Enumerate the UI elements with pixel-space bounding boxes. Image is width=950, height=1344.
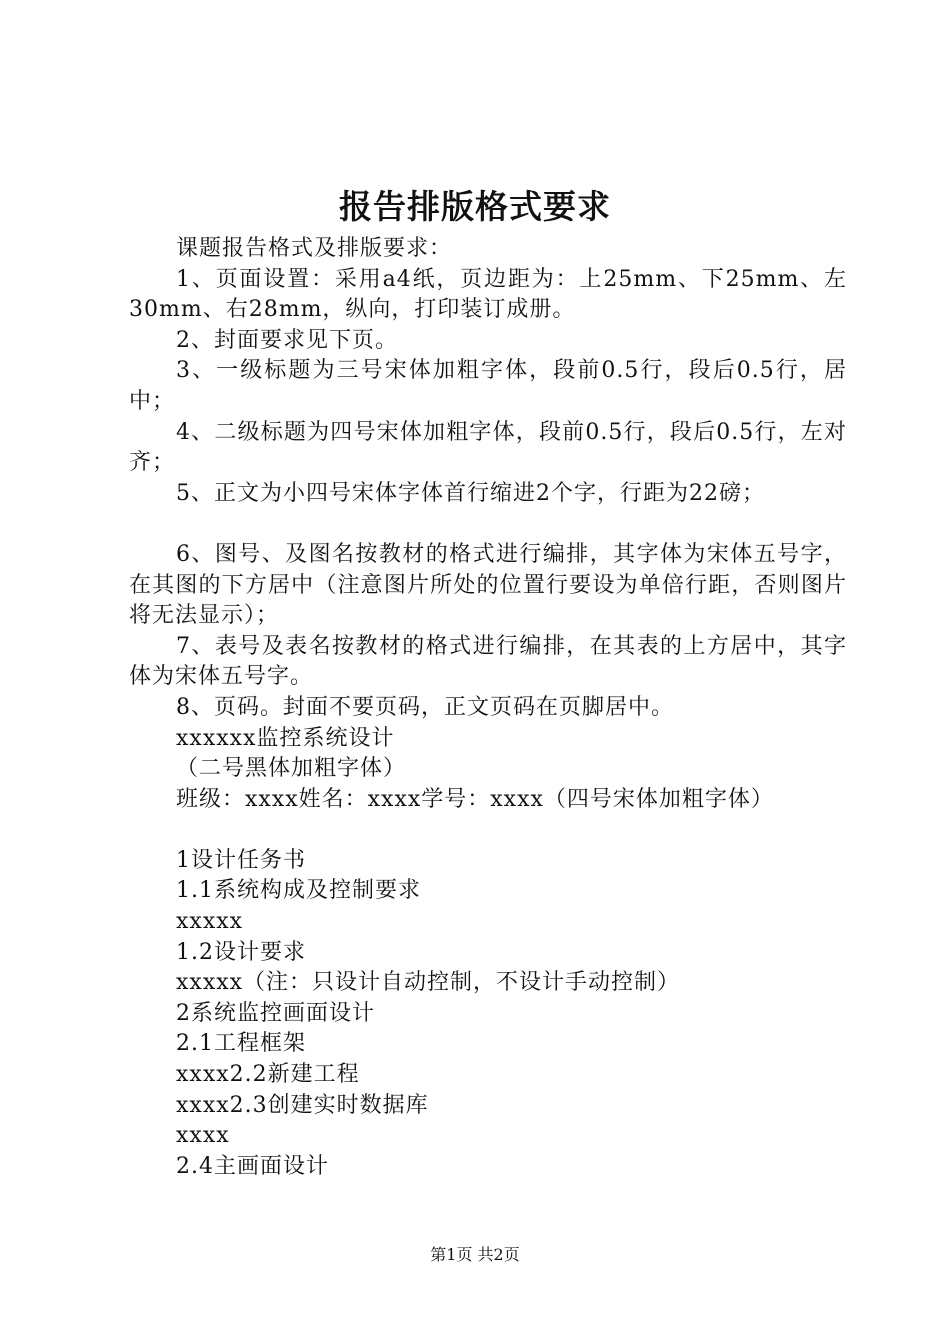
paragraph: 4、二级标题为四号宋体加粗字体，段前0.5行，段后0.5行，左对齐； (129, 419, 847, 476)
paragraph: 1.2设计要求 (176, 939, 306, 965)
paragraph: 2.1工程框架 (176, 1031, 306, 1057)
paragraph: xxxxxx监控系统设计 (176, 725, 395, 751)
paragraph: 班级：xxxx姓名：xxxx学号：xxxx（四号宋体加粗字体） (176, 786, 774, 812)
document-title: 报告排版格式要求 (339, 187, 611, 226)
paragraph: 1设计任务书 (176, 847, 306, 873)
paragraph: 1、页面设置：采用a4纸，页边距为：上25mm、下25mm、左30mm、右28mm，纵向，打印装订成册。 (129, 266, 847, 323)
paragraph: 2系统监控画面设计 (176, 1000, 375, 1026)
paragraph: （二号黑体加粗字体） (176, 756, 407, 782)
paragraph: 6、图号、及图名按教材的格式进行编排，其字体为宋体五号字，在其图的下方居中（注意图片所处的位置行要设为单倍行距，否则图片将无法显示）； (129, 541, 847, 629)
paragraph: xxxxx（注：只设计自动控制，不设计手动控制） (176, 970, 681, 996)
document-body (129, 234, 847, 1182)
paragraph: 2、封面要求见下页。 (176, 327, 398, 353)
paragraph: xxxx2.2新建工程 (176, 1062, 360, 1088)
blank-line (129, 509, 847, 540)
paragraph: xxxx2.3创建实时数据库 (176, 1092, 429, 1118)
paragraph: 课题报告格式及排版要求： (176, 236, 453, 261)
paragraph: 5、正文为小四号宋体字体首行缩进2个字，行距为22磅； (176, 480, 765, 506)
paragraph: 1.1系统构成及控制要求 (176, 878, 421, 904)
paragraph: 8、页码。封面不要页码，正文页码在页脚居中。 (176, 694, 674, 720)
blank-line (129, 815, 847, 846)
paragraph: 3、一级标题为三号宋体加粗字体，段前0.5行，段后0.5行，居中； (129, 358, 847, 414)
paragraph: 2.4主画面设计 (176, 1153, 329, 1179)
page-footer: 第1页 共2页 (430, 1245, 520, 1264)
paragraph: xxxx (176, 1123, 230, 1149)
paragraph: xxxxx (176, 909, 244, 935)
paragraph: 7、表号及表名按教材的格式进行编排，在其表的上方居中，其字体为宋体五号字。 (129, 633, 847, 690)
